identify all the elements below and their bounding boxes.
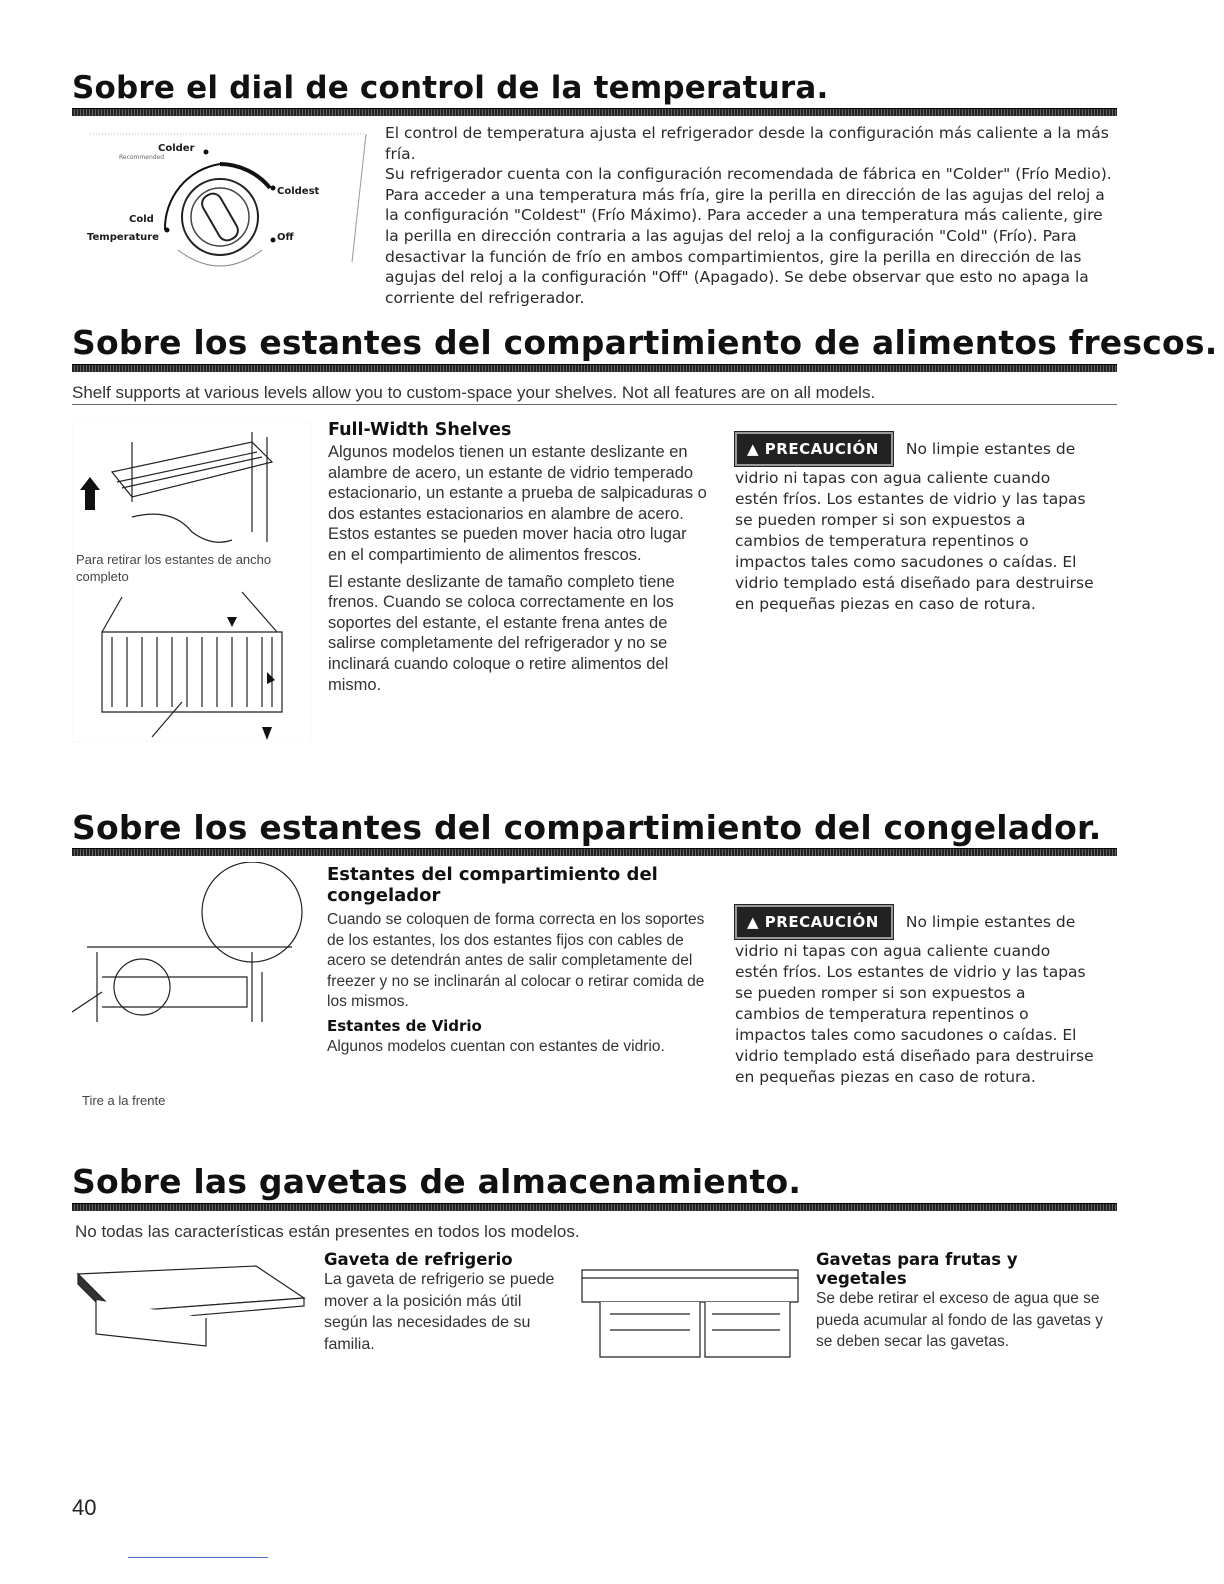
- page-number: 40: [72, 1495, 97, 1520]
- temperature-dial-illustration: [70, 122, 370, 282]
- dial-label-recommended: Recommended: [119, 154, 165, 161]
- freezer-illustration: [72, 862, 307, 1022]
- freezer-subheading: Estantes del compartimiento del congelador: [327, 864, 658, 906]
- freezer-caution-block: [735, 905, 1095, 1088]
- caution-label: PRECAUCIÓN: [764, 913, 879, 931]
- fresh-para-2: El estante deslizante de tamaño completo tiene frenos. Cuando se coloca correctamente en los soportes del estante, el estante frena antes de salirse completamente del refrigerador y no se inclinará cuando coloque o retire alimentos del mismo.: [328, 572, 675, 694]
- freezer-caption: Tire a la frente: [82, 1093, 166, 1108]
- temperature-para-2: Su refrigerador cuenta con la configuración recomendada de fábrica en "Colder" (Frío Medio). Para acceder a una temperatura más fría, gire la perilla en dirección de las agujas del reloj a la configuración "Coldest" (Frío Máximo). Para acceder a una temperatura más caliente, gire la perilla en dirección contraria a las agujas del reloj a la configuración "Cold" (Frío). Para desactivar la función de frío en ambos compartimientos, gire la perilla en dirección de las agujas del reloj a la configuración "Off" (Apagado). Se debe observar que esto no apaga la corriente del refrigerador.: [385, 165, 1112, 307]
- snack-title: Gaveta de refrigerio: [324, 1250, 513, 1269]
- drawers-heading: Sobre las gavetas de almacenamiento.: [72, 1162, 802, 1201]
- warning-icon: ▲: [747, 440, 760, 458]
- crisper-title: Gavetas para frutas y vegetales: [816, 1250, 1018, 1288]
- section-divider: [72, 364, 1117, 372]
- fresh-heading: Sobre los estantes del compartimiento de alimentos frescos.: [72, 323, 1218, 362]
- caution-badge: [735, 905, 893, 939]
- section-divider: [72, 108, 1117, 116]
- snack-text: La gaveta de refrigerio se puede mover a la posición más útil según las necesidades de su familia.: [324, 1271, 555, 1353]
- drawers-intro: No todas las características están presentes en todos los modelos.: [75, 1222, 580, 1241]
- crisper-text: Se debe retirar el exceso de agua que se pueda acumular al fondo de las gavetas y se deben secar las gavetas.: [816, 1290, 1103, 1350]
- fresh-subheading: Full-Width Shelves: [328, 420, 512, 440]
- freezer-para-2: Algunos modelos cuentan con estantes de vidrio.: [327, 1037, 665, 1055]
- freezer-glass-subheading: Estantes de Vidrio: [327, 1016, 482, 1035]
- caution-badge: [735, 432, 893, 466]
- freezer-heading: Sobre los estantes del compartimiento del congelador.: [72, 808, 1102, 847]
- snack-drawer-illustration: [76, 1262, 308, 1352]
- dial-label-coldest: Coldest: [277, 186, 320, 197]
- temperature-heading: Sobre el dial de control de la temperatura.: [72, 70, 829, 106]
- caution-lead: No limpie estantes de: [905, 440, 1076, 458]
- crisper-drawer-text: [816, 1250, 1106, 1353]
- section-divider: [72, 848, 1117, 856]
- dial-label-off: Off: [277, 232, 294, 243]
- crisper-drawer-illustration: [580, 1262, 800, 1362]
- fresh-para-1: Algunos modelos tienen un estante deslizante en alambre de acero, un estante de vidrio temperado estacionario, un estante a prueba de salpicaduras o dos estantes estacionarios en alambre de acero. Estos estantes se pueden mover hacia otro lugar en el compartimiento de alimentos frescos.: [328, 443, 707, 564]
- fresh-intro: Shelf supports at various levels allow you to custom-space your shelves. Not all features are on all models.: [72, 383, 876, 402]
- warning-icon: ▲: [747, 913, 760, 931]
- caution-lead: No limpie estantes de: [905, 913, 1076, 931]
- freezer-para-1: Cuando se coloquen de forma correcta en los soportes de los estantes, los dos estantes fijos con cables de acero se detendrán antes de salir completamente del freezer y no se inclinarán al colocar o retirar comida de los mismos.: [327, 911, 705, 1011]
- fresh-caption: Para retirar los estantes de ancho completo: [76, 552, 272, 584]
- caution-label: PRECAUCIÓN: [764, 440, 879, 458]
- fresh-shelves-text: [328, 420, 708, 695]
- temperature-text: [385, 123, 1113, 308]
- dial-label-cold: Cold: [129, 214, 154, 225]
- snack-drawer-text: [324, 1250, 564, 1355]
- dial-label-colder: Colder: [158, 143, 195, 154]
- caution-text: vidrio ni tapas con agua caliente cuando estén fríos. Los estantes de vidrio y las tapas se pueden romper si son expuestos a cambios de temperatura repentinos o impactos tales como sacudones o caídas. El vidrio templado está diseñado para destruirse en pequeñas piezas en caso de rotura.: [735, 942, 1094, 1086]
- caution-text: vidrio ni tapas con agua caliente cuando estén fríos. Los estantes de vidrio y las tapas se pueden romper si son expuestos a cambios de temperatura repentinos o impactos tales como sacudones o caídas. El vidrio templado está diseñado para destruirse en pequeñas piezas en caso de rotura.: [735, 469, 1094, 613]
- section-divider: [72, 1203, 1117, 1211]
- fresh-caution-block: [735, 432, 1095, 615]
- footer-line: [128, 1557, 268, 1558]
- intro-underline: [72, 404, 1117, 405]
- freezer-shelves-text: [327, 864, 717, 1058]
- temperature-para-1: El control de temperatura ajusta el refrigerador desde la configuración más caliente a la más fría.: [385, 124, 1109, 163]
- dial-label-temperature: Temperature: [87, 232, 159, 243]
